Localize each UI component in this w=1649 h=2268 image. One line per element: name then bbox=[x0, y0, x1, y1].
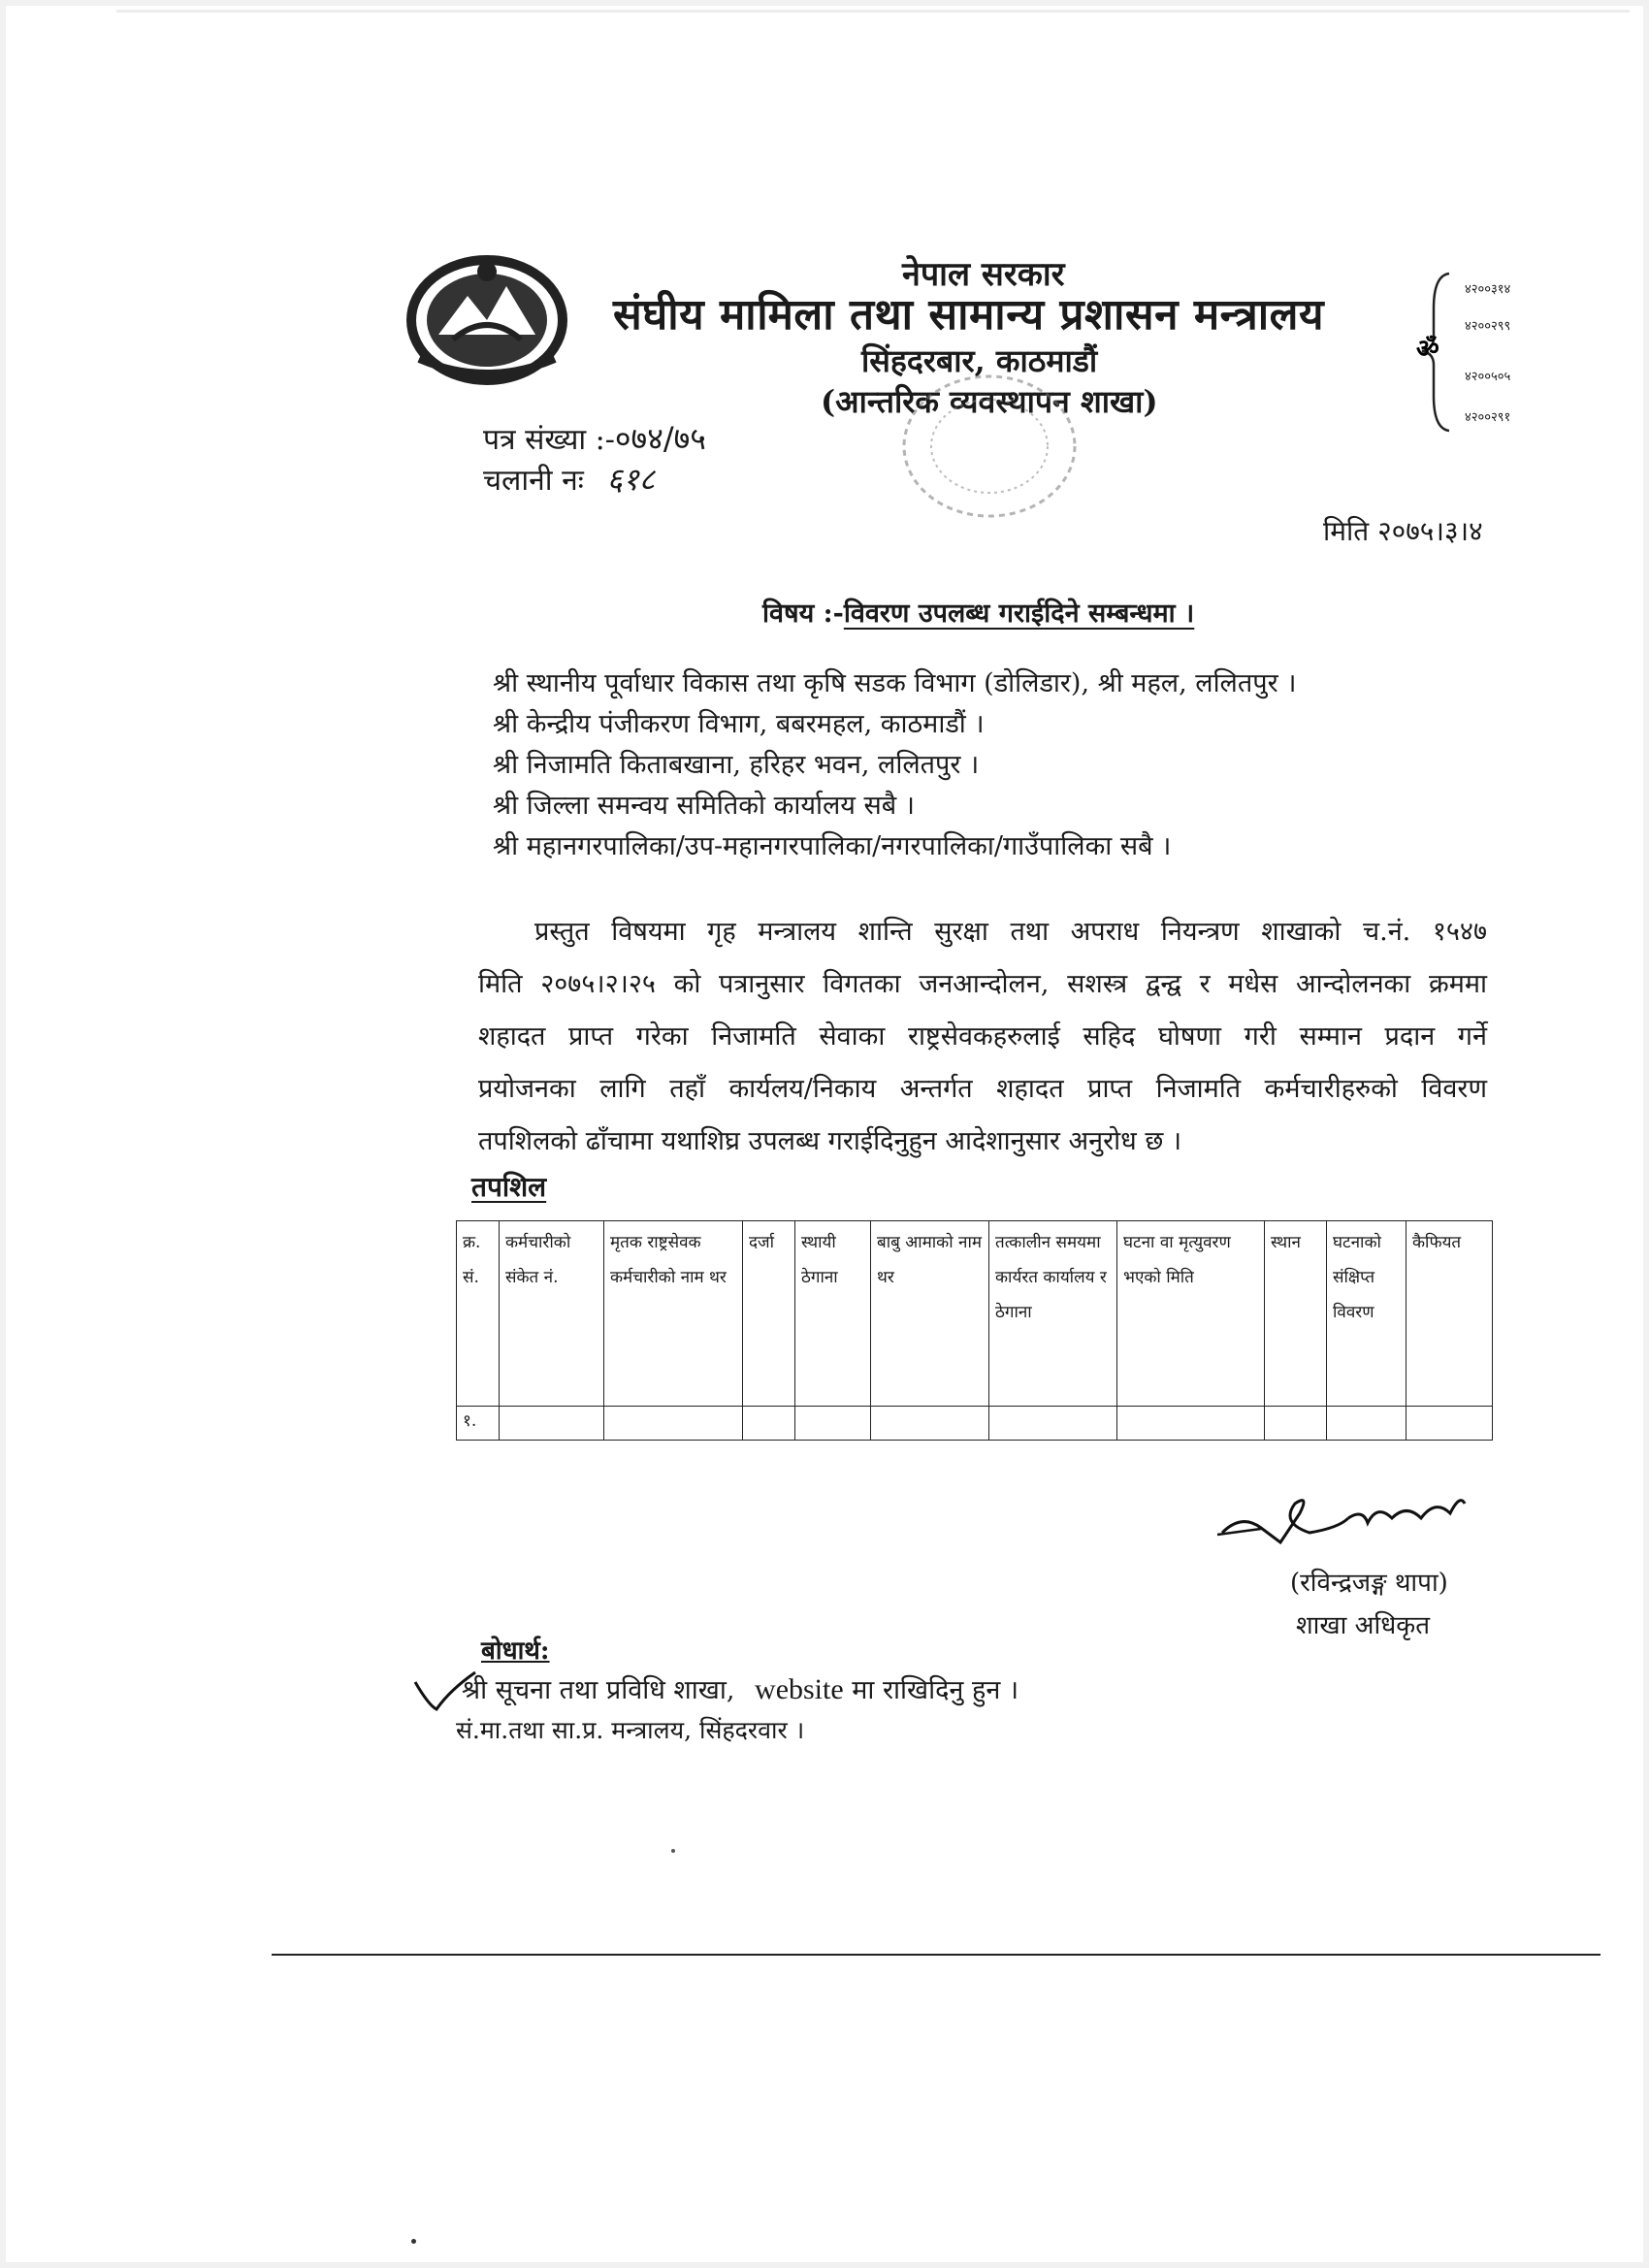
signatory-title: शाखा अधिकृत bbox=[1296, 1611, 1431, 1640]
cc-label: बोधार्थ: bbox=[481, 1636, 550, 1666]
header-cell: दर्जा bbox=[743, 1221, 795, 1407]
signatory-name: (रविन्द्रजङ्ग थापा) bbox=[1290, 1569, 1448, 1598]
header-cell: तत्कालीन समयमा कार्यरत कार्यालय र ठेगाना bbox=[989, 1221, 1117, 1407]
scan-speck bbox=[411, 2239, 416, 2244]
details-table bbox=[456, 1220, 1493, 1441]
table-cell bbox=[604, 1407, 743, 1441]
table-cell bbox=[989, 1407, 1117, 1441]
footer-rule bbox=[272, 1954, 1600, 1956]
body-line-5: तपशिलको ढाँचामा यथाशिघ्र उपलब्ध गराईदिनुहुन आदेशानुसार अनुरोध छ । bbox=[478, 1126, 1182, 1156]
table-cell: १. bbox=[457, 1407, 500, 1441]
body-line-1: प्रस्तुत विषयमा गृह मन्त्रालय शान्ति सुरक्षा तथा अपराध नियन्त्रण शाखाको च.नं. १५४७ bbox=[534, 917, 1487, 947]
ministry-location: सिंहदरबार, काठमाडौं bbox=[861, 342, 1098, 379]
letter-date bbox=[1323, 512, 1483, 549]
table-cell bbox=[1406, 1407, 1493, 1441]
header-cell: मृतक राष्ट्रसेवक कर्मचारीको नाम थर bbox=[604, 1221, 743, 1407]
nepal-emblem-icon bbox=[400, 243, 574, 388]
subject-line bbox=[762, 594, 1194, 630]
phone-4: ४२००२९१ bbox=[1465, 410, 1511, 425]
table-row bbox=[457, 1407, 1493, 1441]
addressee-3: श्री निजामति किताबखाना, हरिहर भवन, ललितपुर । bbox=[493, 750, 980, 780]
table-cell bbox=[1327, 1407, 1406, 1441]
scan-top-edge bbox=[116, 10, 1630, 13]
phone-1: ४२००३१४ bbox=[1465, 282, 1511, 297]
ministry-name: संघीय मामिला तथा सामान्य प्रशासन मन्त्रालय bbox=[613, 290, 1325, 340]
table-cell bbox=[795, 1407, 871, 1441]
phone-numbers bbox=[1416, 270, 1552, 435]
svg-text:ॐ: ॐ bbox=[1416, 335, 1439, 364]
dispatch-number-value: ६१८ bbox=[606, 461, 656, 498]
scan-speck bbox=[671, 1849, 675, 1853]
body-line-2: मिति २०७५।२।२५ को पत्रानुसार विगतका जनआन्दोलन, सशस्त्र द्वन्द्व र मधेस आन्दोलनका क्रममा bbox=[478, 969, 1487, 999]
cc-line-1-recipient: श्री सूचना तथा प्रविधि शाखा, bbox=[462, 1675, 735, 1705]
letter-number-value: ०७४/७५ bbox=[614, 420, 706, 457]
letter-number-label: पत्र संख्या :- bbox=[483, 423, 615, 457]
header-cell: कर्मचारीको संकेत नं. bbox=[500, 1221, 604, 1407]
header-cell: स्थान bbox=[1265, 1221, 1327, 1407]
header-cell: बाबु आमाको नाम थर bbox=[871, 1221, 989, 1407]
handwritten-signature bbox=[1203, 1474, 1494, 1562]
header-cell: क्र. सं. bbox=[457, 1221, 500, 1407]
dispatch-number-label: चलानी नः bbox=[483, 464, 584, 498]
addressee-5: श्री महानगरपालिका/उप-महानगरपालिका/नगरपालिका/गाउँपालिका सबै । bbox=[493, 831, 1172, 861]
table-cell bbox=[1265, 1407, 1327, 1441]
subject-text: विवरण उपलब्ध गराईदिने सम्बन्धमा । bbox=[843, 599, 1195, 629]
date-label: मिति bbox=[1323, 515, 1370, 547]
addressee-4: श्री जिल्ला समन्वय समितिको कार्यालय सबै । bbox=[493, 791, 916, 821]
table-cell bbox=[743, 1407, 795, 1441]
header-cell: घटनाको संक्षिप्त विवरण bbox=[1327, 1221, 1406, 1407]
table-header-row bbox=[457, 1221, 1493, 1407]
government-name: नेपाल सरकार bbox=[902, 255, 1065, 294]
phone-3: ४२००५०५ bbox=[1465, 370, 1511, 384]
subject-label: विषय :- bbox=[762, 599, 844, 629]
section-name: (आन्तरिक व्यवस्थापन शाखा) bbox=[821, 383, 1158, 420]
table-cell bbox=[500, 1407, 604, 1441]
table-cell bbox=[871, 1407, 989, 1441]
cc-line-1-instruction: मा राखिदिनु हुन । bbox=[852, 1675, 1019, 1705]
addressee-1: श्री स्थानीय पूर्वाधार विकास तथा कृषि सडक विभाग (डोलिडार), श्री महल, ललितपुर । bbox=[493, 668, 1297, 698]
body-line-4: प्रयोजनका लागि तहाँ कार्यलय/निकाय अन्तर्गत शहादत प्राप्त निजामति कर्मचारीहरुको विवरण bbox=[478, 1074, 1487, 1104]
dispatch-number bbox=[483, 458, 655, 500]
table-cell bbox=[1117, 1407, 1265, 1441]
phone-brace-icon bbox=[1416, 270, 1455, 435]
date-value: २०७५।३।४ bbox=[1377, 515, 1483, 547]
body-line-3: शहादत प्राप्त गरेका निजामति सेवाका राष्ट्रसेवकहरुलाई सहिद घोषणा गरी सम्मान प्रदान गर्ने bbox=[478, 1021, 1487, 1052]
cc-line-1 bbox=[462, 1670, 1018, 1706]
scan-left-edge bbox=[0, 0, 4, 2268]
header-cell: कैफियत bbox=[1406, 1221, 1493, 1407]
cc-line-2: सं.मा.तथा सा.प्र. मन्त्रालय, सिंहदरवार । bbox=[456, 1716, 805, 1744]
office-stamp bbox=[897, 369, 1082, 524]
header-cell: स्थायी ठेगाना bbox=[795, 1221, 871, 1407]
letter-number bbox=[483, 417, 706, 459]
header-cell: घटना वा मृत्युवरण भएको मिति bbox=[1117, 1221, 1265, 1407]
addressee-2: श्री केन्द्रीय पंजीकरण विभाग, बबरमहल, काठमाडौं । bbox=[493, 709, 985, 739]
phone-2: ४२००२९९ bbox=[1465, 319, 1511, 334]
cc-line-1-website: website bbox=[755, 1673, 844, 1705]
table-title: तपशिल bbox=[471, 1171, 547, 1203]
